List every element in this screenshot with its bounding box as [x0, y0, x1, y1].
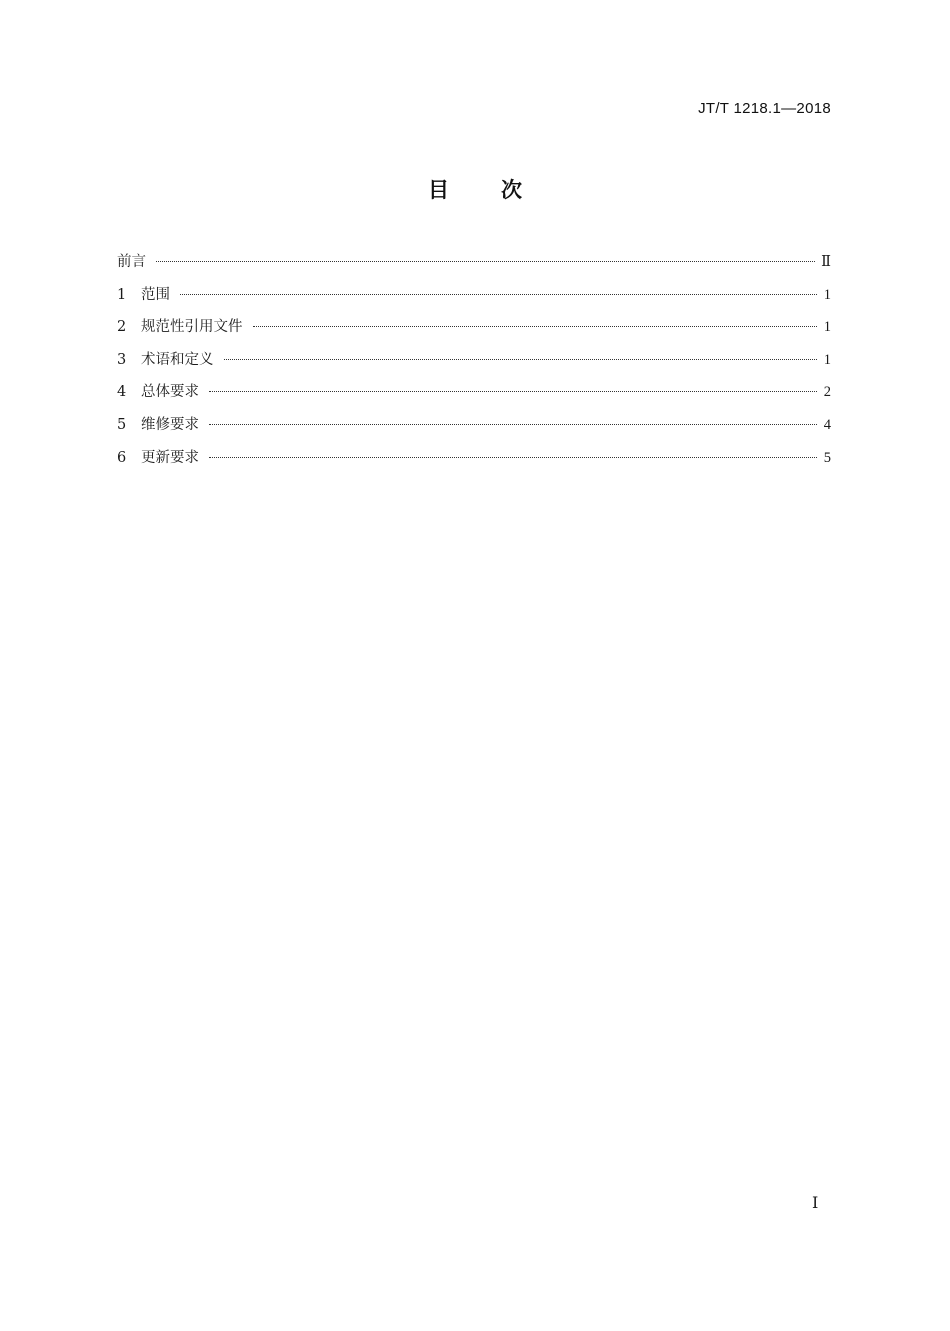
toc-entry-scope[interactable] [117, 283, 831, 316]
toc-entry-page: 1 [823, 319, 831, 336]
toc-leader-dots [156, 261, 815, 262]
toc-entry-page: 1 [823, 286, 831, 303]
toc-entry-page: 1 [823, 351, 831, 368]
toc-leader-dots [180, 294, 817, 295]
toc-entry-foreword[interactable] [117, 250, 831, 283]
page-title [0, 174, 950, 204]
toc-entry-label: 范围 [141, 286, 170, 303]
toc-entry-normative-references[interactable] [117, 315, 831, 348]
toc-entry-number: 3 [117, 351, 127, 368]
toc-entry-number: 2 [117, 319, 127, 336]
toc-leader-dots [209, 391, 817, 392]
toc-entry-update-requirements[interactable] [117, 446, 831, 479]
toc-leader-dots [224, 359, 818, 360]
toc-entry-number: 1 [117, 286, 127, 303]
toc-entry-label: 规范性引用文件 [141, 319, 243, 336]
toc-leader-dots [253, 326, 818, 327]
toc-entry-maintenance-requirements[interactable] [117, 413, 831, 446]
toc-leader-dots [209, 424, 817, 425]
title-char-2: 次 [501, 178, 522, 202]
toc-entry-number: 4 [117, 384, 127, 401]
toc-entry-general-requirements[interactable] [117, 380, 831, 413]
toc-entry-page: 5 [823, 449, 831, 466]
toc-entry-page: 4 [823, 416, 831, 433]
toc-entry-number: 5 [117, 416, 127, 433]
table-of-contents [117, 250, 831, 478]
page-number: Ⅰ [812, 1195, 819, 1212]
toc-entry-page: 2 [823, 384, 831, 401]
document-code: JT/T 1218.1—2018 [698, 100, 831, 117]
toc-leader-dots [209, 457, 817, 458]
toc-entry-page: Ⅱ [821, 254, 831, 270]
toc-entry-label: 维修要求 [141, 416, 199, 433]
toc-entry-label: 前言 [117, 254, 146, 270]
toc-entry-number: 6 [117, 449, 127, 466]
toc-entry-terms-definitions[interactable] [117, 348, 831, 381]
title-char-1: 目 [428, 178, 449, 202]
toc-entry-label: 总体要求 [141, 384, 199, 401]
toc-entry-label: 术语和定义 [141, 351, 214, 368]
toc-entry-label: 更新要求 [141, 449, 199, 466]
